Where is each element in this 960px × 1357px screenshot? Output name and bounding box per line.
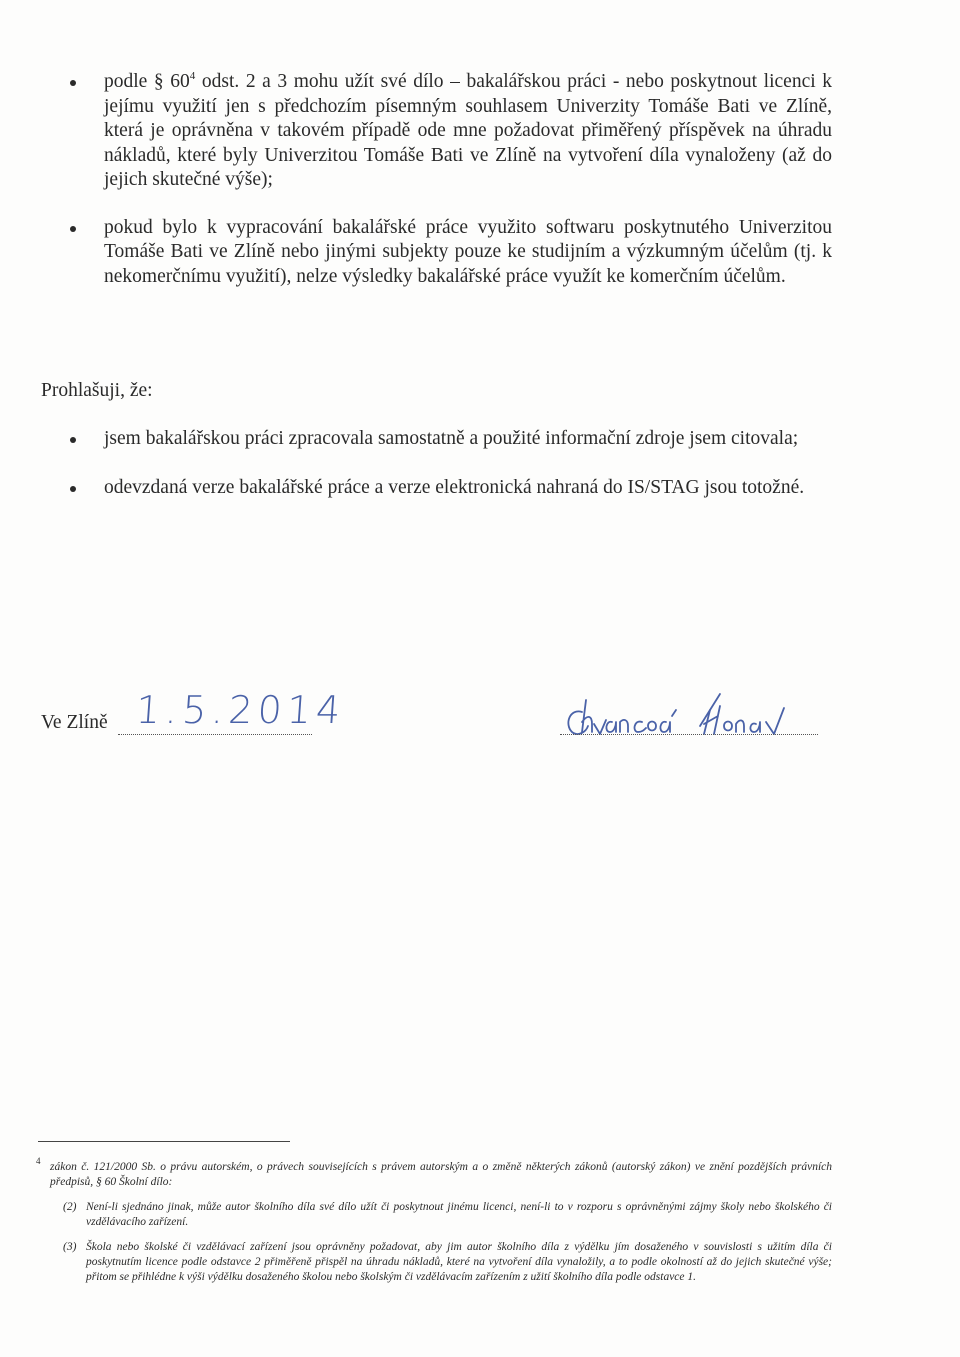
license-conditions-list [104, 70, 832, 289]
footnote [36, 1156, 832, 1285]
signature-row [0, 686, 960, 746]
footnote-intro: zákon č. 121/2000 Sb. o právu autorském, o právech souvisejících s právem autorským a o změně některých zákonů (autorský zákon) ve znění pozdějších právních předpisů, § 60 Školní dílo: [50, 1161, 832, 1188]
footnote-item-text: Škola nebo školské či vzdělávací zařízení jsou oprávněny požadovat, aby jim autor školního díla z výdělku jím dosaženého v souvislosti s užitím díla či poskytnutím licence podle odstavce 2 přiměřeně přispěl na úhradu nákladů, které na vytvoření díla vynaložily, a to podle okolností až do jejich skutečné výše; přitom se přihlédne k výši výdělku dosaženého školou nebo školským či vzdělávacím zařízením z užití školního díla podle odstavce 1. [86, 1241, 832, 1283]
date-dotted-line [118, 734, 312, 735]
list-item: odevzdaná verze bakalářské práce a verze elektronická nahraná do IS/STAG jsou totožné. [104, 476, 832, 501]
footnote-item-text: Není-li sjednáno jinak, může autor školního díla své dílo užít či poskytnout jinému licenci, není-li to v rozporu s oprávněnými zájmy školy nebo školského či vzdělávacího zařízení. [86, 1201, 832, 1228]
handwritten-date: 1.5.2014 [134, 688, 347, 732]
signature-dotted-line [560, 734, 818, 735]
footnote-divider [38, 1141, 290, 1142]
list-item: podle § $60^4$ odst. 2 a 3 mohu užít své dílo – bakalářskou práci - nebo poskytnout licenci k jejímu využití jen s předchozím písemným souhlasem Univerzity Tomáše Bati ve Zlíně, která je oprávněna v takovém případě ode mne požadovat přiměřený příspěvek na úhradu nákladů, které byly Univerzitou Tomáše Bati ve Zlíně na vytvoření díla vynaloženy (až do jejich skutečné výše); [104, 70, 832, 193]
list-item: jsem bakalářskou práci zpracovala samostatně a použité informační zdroje jsem citovala; [104, 427, 832, 452]
declaration-list [104, 427, 832, 500]
declaration-heading: Prohlašuji, že: [41, 380, 153, 401]
footnote-item-number: (3) [63, 1241, 77, 1253]
footnote-item [50, 1240, 832, 1285]
footnote-item-number: (2) [63, 1201, 77, 1213]
footnote-reference: 4 [189, 70, 196, 82]
list-item: pokud bylo k vypracování bakalářské práce využito softwaru poskytnutého Univerzitou Tomáše Bati ve Zlíně nebo jinými subjekty pouze ke studijním a výzkumným účelům (tj. k nekomerčnímu využití), nelze výsledky bakalářské práce využít ke komerčním účelům. [104, 216, 832, 290]
footnote-mark: 4 [36, 1156, 41, 1166]
footnote-item [50, 1200, 832, 1230]
place-label: Ve Zlíně [41, 712, 108, 733]
